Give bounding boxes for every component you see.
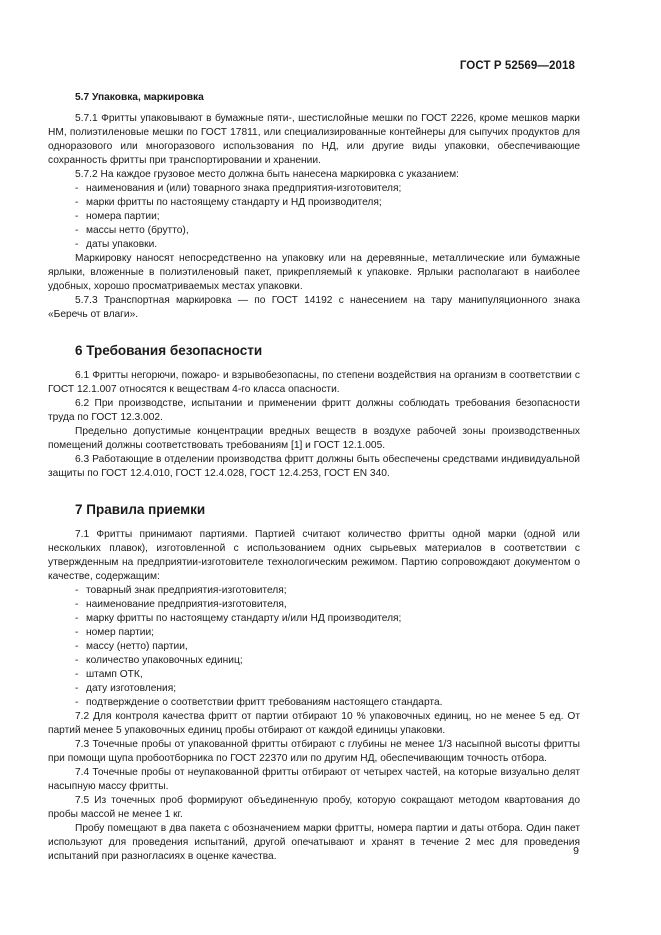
paragraph-5-7-3: 5.7.3 Транспортная маркировка — по ГОСТ 14192 с нанесением на тару манипуляционного знака «Беречь от влаги».	[48, 295, 580, 320]
list-item: - штамп ОТК,	[75, 669, 143, 680]
dash-bullet: -	[75, 627, 79, 638]
dash-bullet: -	[75, 197, 79, 208]
marking-list	[48, 182, 580, 252]
list-item: - товарный знак предприятия-изготовителя;	[75, 585, 287, 596]
list-item: - номера партии;	[75, 211, 160, 222]
paragraph-7-1: 7.1 Фритты принимают партиями. Партией считают количество фритты одной марки (одной или нескольких плавок), изготовленной с использованием одних сырьевых материалов в соответствии с утвержденным на предприятии-изготовителе технологическим режимом. Партию сопровождают документом о качестве, содержащим:	[48, 529, 580, 582]
list-item: - номер партии;	[75, 627, 154, 638]
list-item: - даты упаковки.	[75, 239, 158, 250]
dash-bullet: -	[75, 669, 79, 680]
dash-bullet: -	[75, 239, 79, 250]
paragraph-6-2: 6.2 При производстве, испытании и применении фритт должны соблюдать требования безопасности труда по ГОСТ 12.3.002.	[48, 398, 580, 423]
page-content	[48, 91, 580, 864]
dash-bullet: -	[75, 599, 79, 610]
paragraph-5-7-2: 5.7.2 На каждое грузовое место должна быть нанесена маркировка с указанием:	[75, 169, 459, 180]
dash-bullet: -	[75, 655, 79, 666]
page-number: 9	[573, 845, 579, 857]
paragraph-marking-application: Маркировку наносят непосредственно на упаковку или на деревянные, металлические или бумажные ярлыки, вложенные в полиэтиленовый пакет, прикрепляемый к упаковке. Ярлыки располагают в наиболее удобных, хорошо просматриваемых местах упаковки.	[48, 253, 580, 292]
paragraph-7-5: 7.5 Из точечных проб формируют объединенную пробу, которую сокращают методом квартования до пробы массой не менее 1 кг.	[48, 795, 580, 820]
paragraph-7-4: 7.4 Точечные пробы от неупакованной фритты отбирают от четырех частей, на которые визуально делят насыпную массу фритты.	[48, 767, 580, 792]
list-item: - массы нетто (брутто),	[75, 225, 189, 236]
section-title-7: 7 Правила приемки	[75, 502, 206, 517]
quality-document-list	[48, 584, 580, 710]
paragraph-7-2: 7.2 Для контроля качества фритт от партии отбирают 10 % упаковочных единиц, но не менее 5 ед. От партий менее 5 упаковочных единиц пробы отбирают от каждой единицы упаковки.	[48, 711, 580, 736]
paragraph-concentrations: Предельно допустимые концентрации вредных веществ в воздухе рабочей зоны производственных помещений должны соответствовать требованиям [1] и ГОСТ 12.1.005.	[48, 426, 580, 451]
section-title-6: 6 Требования безопасности	[75, 343, 263, 358]
list-item: - марки фритты по настоящему стандарту и НД производителя;	[75, 197, 382, 208]
list-item: - массу (нетто) партии,	[75, 641, 188, 652]
section-title-5-7: 5.7 Упаковка, маркировка	[75, 92, 204, 103]
list-item: - наименования и (или) товарного знака предприятия-изготовителя;	[75, 183, 402, 194]
list-item: - дату изготовления;	[75, 683, 177, 694]
list-item: - количество упаковочных единиц;	[75, 655, 243, 666]
dash-bullet: -	[75, 697, 79, 708]
dash-bullet: -	[75, 613, 79, 624]
paragraph-sample-packing: Пробу помещают в два пакета с обозначением марки фритты, номера партии и даты отбора. Один пакет используют для проведения испытаний, другой опечатывают и хранят в течение 2 мес для проведения испытаний при разногласиях в оценке качества.	[48, 823, 580, 862]
paragraph-6-1: 6.1 Фритты негорючи, пожаро- и взрывобезопасны, по степени воздействия на организм в соответствии с ГОСТ 12.1.007 относятся к веществам 4-го класса опасности.	[48, 370, 580, 395]
dash-bullet: -	[75, 585, 79, 596]
dash-bullet: -	[75, 225, 79, 236]
dash-bullet: -	[75, 183, 79, 194]
paragraph-5-7-1: 5.7.1 Фритты упаковывают в бумажные пяти-, шестислойные мешки по ГОСТ 2226, кроме мешков марки НМ, полиэтиленовые мешки по ГОСТ 17811, или специализированные контейнеры для сыпучих продуктов для одноразового или многоразового использования по НД, или другие виды упаковки, обеспечивающие сохранность фритты при транспортировании и хранении.	[48, 113, 580, 166]
dash-bullet: -	[75, 683, 79, 694]
list-item: - наименование предприятия-изготовителя,	[75, 599, 287, 610]
paragraph-7-3: 7.3 Точечные пробы от упакованной фритты отбирают с глубины не менее 1/3 насыпной высоты фритты при помощи щупа пробоотборника по ГОСТ 22370 или по другим НД, обеспечивающим точность отбора.	[48, 739, 580, 764]
document-header: ГОСТ Р 52569—2018	[459, 60, 575, 72]
paragraph-6-3: 6.3 Работающие в отделении производства фритт должны быть обеспечены средствами индивидуальной защиты по ГОСТ 12.4.010, ГОСТ 12.4.028, ГОСТ 12.4.253, ГОСТ EN 340.	[48, 454, 580, 479]
list-item: - марку фритты по настоящему стандарту и/или НД производителя;	[75, 613, 402, 624]
list-item: - подтверждение о соответствии фритт требованиям настоящего стандарта.	[75, 697, 443, 708]
dash-bullet: -	[75, 211, 79, 222]
dash-bullet: -	[75, 641, 79, 652]
